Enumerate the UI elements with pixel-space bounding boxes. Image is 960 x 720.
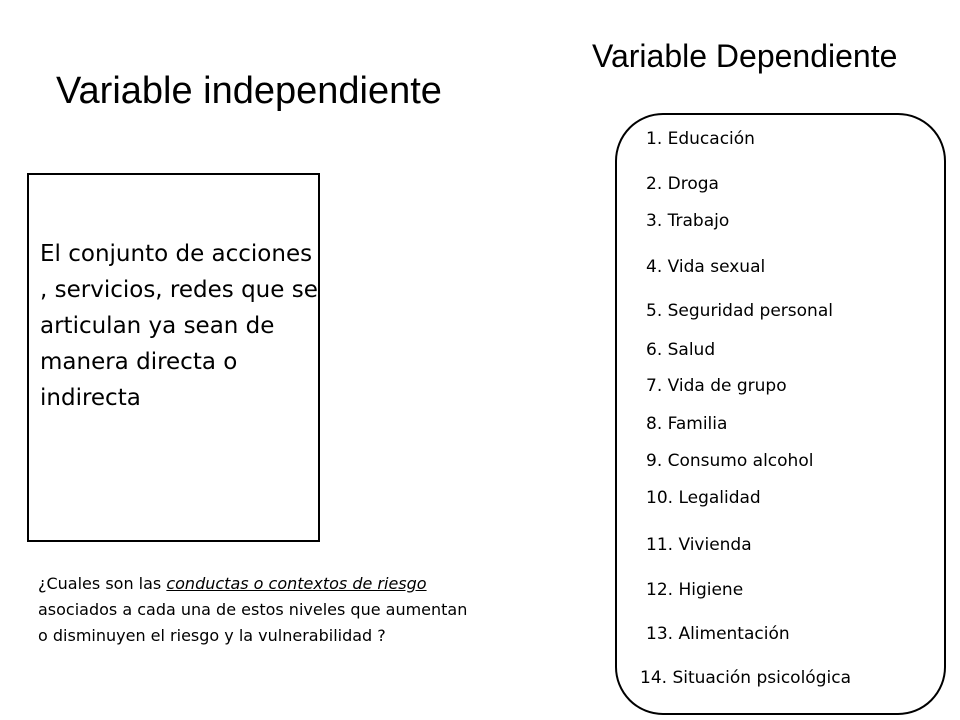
dependent-item: 12. Higiene [646,580,744,600]
dependent-item: 10. Legalidad [646,488,761,508]
dependent-item: 5. Seguridad personal [646,301,833,321]
dependent-item: 13. Alimentación [646,624,790,644]
independent-variable-description: El conjunto de acciones , servicios, redes que se articulan ya sean de manera directa o indirecta [40,241,318,411]
dependent-item: 7. Vida de grupo [646,376,787,396]
question-underlined-text: conductas o contextos de riesgo [166,574,427,593]
dependent-item: 9. Consumo alcohol [646,451,814,471]
dependent-item: 6. Salud [646,340,716,360]
risk-question [38,571,478,649]
independent-variable-title: Variable independiente [56,70,442,112]
dependent-item: 8. Familia [646,414,728,434]
question-text-start: ¿Cuales son las [38,574,167,593]
dependent-variable-title: Variable Dependiente [592,38,898,74]
dependent-item: 14. Situación psicológica [640,668,851,688]
dependent-item: 4. Vida sexual [646,257,766,277]
dependent-item: 3. Trabajo [646,211,730,231]
dependent-item: 1. Educación [646,129,755,149]
dependent-item: 2. Droga [646,174,719,194]
question-text-end: asociados a cada una de estos niveles que aumentan o disminuyen el riesgo y la vulnerabilidad ? [38,600,468,645]
dependent-item: 11. Vivienda [646,535,752,555]
